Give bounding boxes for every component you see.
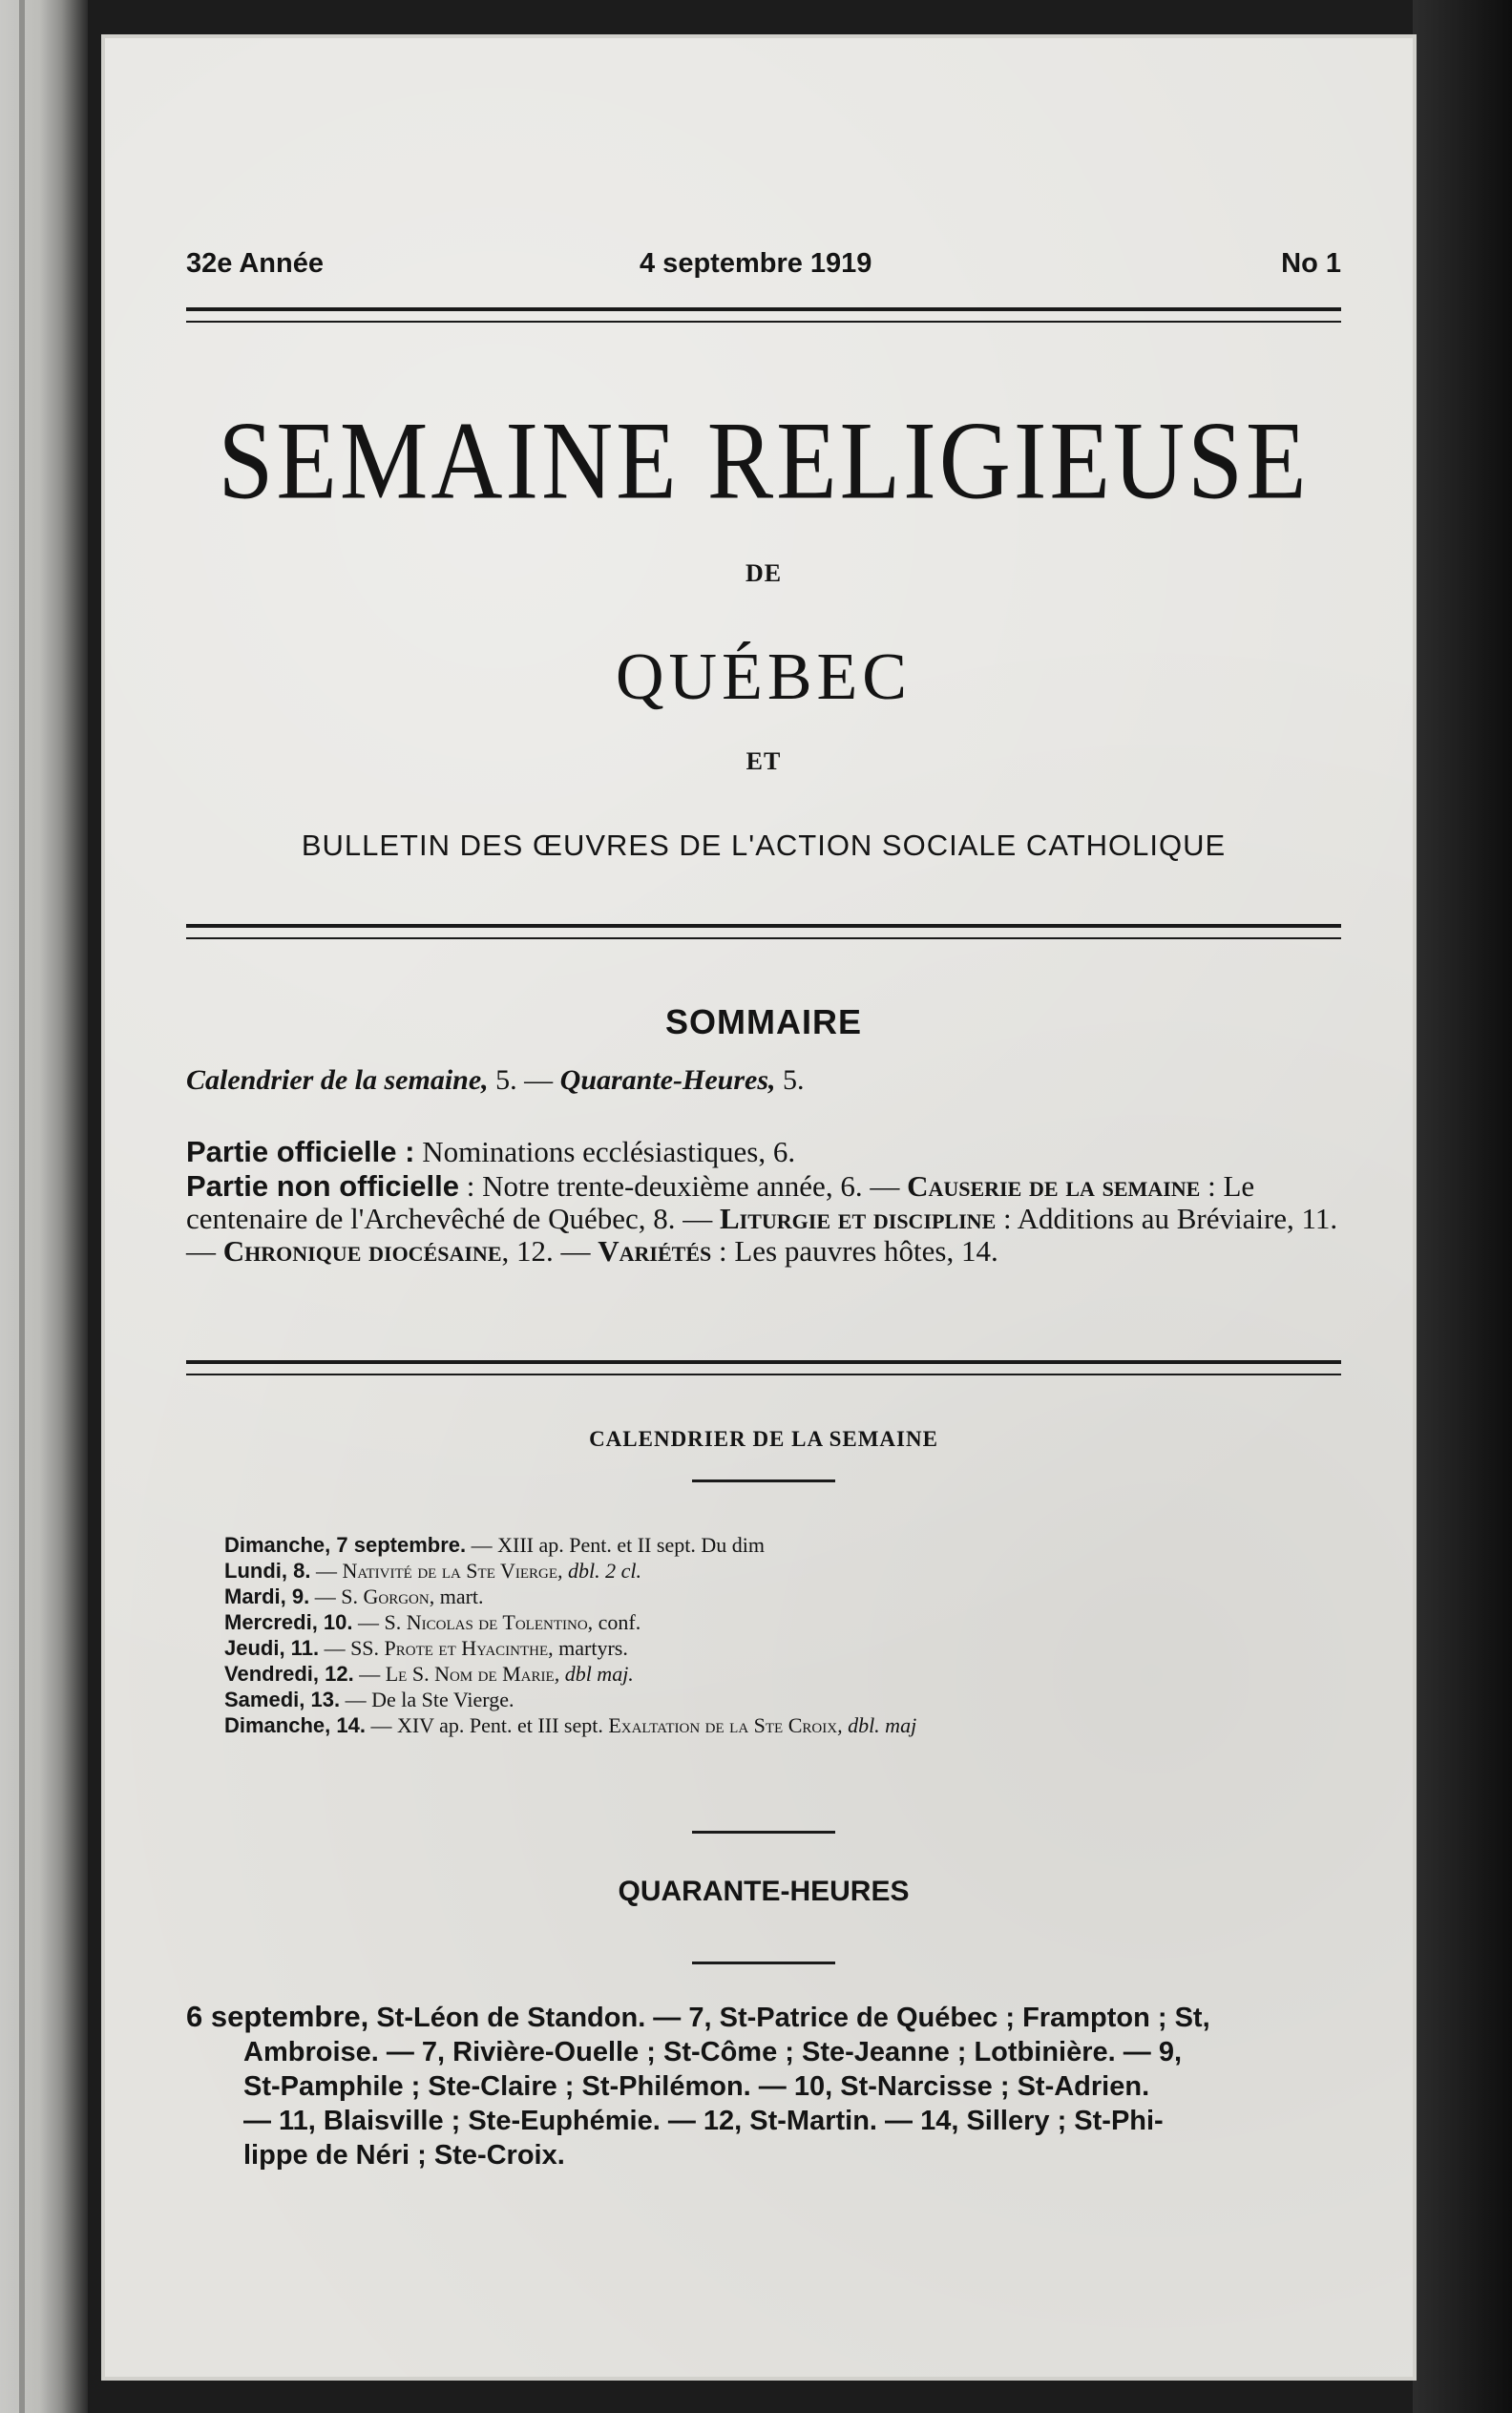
- calendar-list: [224, 1532, 1351, 1738]
- calendar-short-rule: [692, 1479, 835, 1482]
- officielle-text: Nominations ecclésiastiques, 6.: [414, 1135, 796, 1168]
- qh-line: [186, 2000, 1341, 2035]
- varietes-title: Variétés: [598, 1234, 712, 1268]
- calendar-text: —: [309, 1584, 342, 1608]
- calendar-day: Dimanche, 7 septembre.: [224, 1533, 467, 1557]
- liturgie-title: Liturgie et discipline: [719, 1202, 997, 1235]
- calendar-text: —: [352, 1610, 385, 1634]
- calendar-entry: [224, 1532, 1351, 1558]
- qh-bottom-rule: [692, 1962, 835, 1964]
- non-officielle-text: : Notre trente-deuxième année, 6. —: [458, 1169, 908, 1203]
- calendar-entry: [224, 1687, 1351, 1712]
- chronique-text: , 12.: [501, 1234, 554, 1268]
- calendar-feast: SS. Prote et Hyacinthe: [350, 1636, 549, 1660]
- quarante-heures-list: [186, 2000, 1341, 2172]
- calendar-text: — De la Ste Vierge.: [340, 1688, 514, 1711]
- calendar-rank: , dbl. 2 cl.: [557, 1559, 642, 1583]
- causerie-title: Causerie de la semaine: [907, 1169, 1201, 1203]
- scanner-background: [1413, 0, 1512, 2413]
- calendar-rank: , mart.: [429, 1584, 484, 1608]
- calendar-day: Dimanche, 14.: [224, 1713, 366, 1737]
- qh-date: 6 septembre,: [186, 2000, 369, 2033]
- calendar-rank: , martyrs.: [548, 1636, 628, 1660]
- issue-date: 4 septembre 1919: [640, 248, 872, 279]
- publication-city: QUÉBEC: [616, 640, 912, 714]
- calendar-entry: [224, 1609, 1351, 1635]
- sommaire-non-officielle: [186, 1170, 1341, 1268]
- calendar-text: —: [353, 1662, 386, 1686]
- qh-text-1: St-Léon de Standon. — 7, St-Patrice de Québec ; Frampton ; St,: [368, 2003, 1210, 2033]
- calendar-feast: Nativité de la Ste Vierge: [342, 1559, 558, 1583]
- calendar-rank: , dbl. maj: [837, 1713, 917, 1737]
- qh-text-5: lippe de Néri ; Ste-Croix.: [243, 2140, 565, 2171]
- varietes-dash: —: [560, 1234, 598, 1268]
- title-de: DE: [745, 559, 783, 587]
- header-rule: [186, 307, 1341, 323]
- sommaire-rule: [186, 1360, 1341, 1375]
- page-content: [186, 38, 1341, 2377]
- sommaire-calendar-line: [186, 1064, 1341, 1097]
- calendar-heading: CALENDRIER DE LA SEMAINE: [589, 1427, 938, 1451]
- sommaire-qh: Quarante-Heures,: [559, 1064, 776, 1096]
- calendar-entry: [224, 1635, 1351, 1661]
- page-binding-edge: [0, 0, 88, 2413]
- sommaire-qh-page: 5.: [775, 1064, 805, 1096]
- calendar-text: — XIV ap. Pent. et III sept.: [365, 1713, 609, 1737]
- issue-number: No 1: [1281, 248, 1341, 279]
- quarante-heures-heading: QUARANTE-HEURES: [618, 1876, 910, 1907]
- calendar-text: —: [319, 1636, 351, 1660]
- calendar-feast: Exaltation de la Ste Croix: [608, 1713, 838, 1737]
- sommaire-cal-page: 5. —: [488, 1064, 560, 1096]
- calendar-entry: [224, 1558, 1351, 1584]
- issue-header: [186, 248, 1341, 286]
- masthead-rule: [186, 924, 1341, 939]
- calendar-day: Jeudi, 11.: [224, 1636, 320, 1660]
- bulletin-subtitle: BULLETIN DES ŒUVRES DE L'ACTION SOCIALE CATHOLIQUE: [301, 829, 1227, 862]
- sommaire-officielle: [186, 1136, 1341, 1168]
- liturgie-text: : Additions au Bréviaire, 11. —: [186, 1202, 1338, 1268]
- qh-text-2: Ambroise. — 7, Rivière-Ouelle ; St-Côme ; Ste-Jeanne ; Lotbinière. — 9,: [243, 2037, 1182, 2067]
- calendar-day: Samedi, 13.: [224, 1688, 341, 1711]
- calendar-day: Mardi, 9.: [224, 1584, 310, 1608]
- calendar-feast: S. Nicolas de Tolentino: [384, 1610, 588, 1634]
- publication-title: SEMAINE RELIGIEUSE: [218, 399, 1310, 523]
- qh-text-4: — 11, Blaisville ; Ste-Euphémie. — 12, St-Martin. — 14, Sillery ; St-Phi-: [243, 2106, 1164, 2136]
- binding-line: [19, 0, 25, 2413]
- year-label: 32e Année: [186, 248, 324, 279]
- sommaire-cal: Calendrier de la semaine,: [186, 1064, 489, 1096]
- calendar-entry: [224, 1584, 1351, 1609]
- calendar-entry: [224, 1712, 1351, 1738]
- calendar-text: —: [310, 1559, 343, 1583]
- title-et: ET: [746, 747, 782, 775]
- qh-top-rule: [692, 1831, 835, 1834]
- calendar-feast: S. Gorgon: [341, 1584, 430, 1608]
- sommaire-heading: SOMMAIRE: [665, 1002, 862, 1041]
- varietes-text: : Les pauvres hôtes, 14.: [711, 1234, 998, 1268]
- non-officielle-lead: Partie non officielle: [186, 1169, 459, 1203]
- calendar-rank: , conf.: [587, 1610, 641, 1634]
- calendar-day: Vendredi, 12.: [224, 1662, 354, 1686]
- calendar-day: Lundi, 8.: [224, 1559, 311, 1583]
- chronique-title: Chronique diocésaine: [222, 1234, 502, 1268]
- qh-text-3: St-Pamphile ; Ste-Claire ; St-Philémon. — 10, St-Narcisse ; St-Adrien.: [243, 2071, 1150, 2102]
- calendar-day: Mercredi, 10.: [224, 1610, 353, 1634]
- officielle-lead: Partie officielle :: [186, 1135, 415, 1168]
- calendar-entry: [224, 1661, 1351, 1687]
- causerie-text: : Le centenaire de l'Archevêché de Québec, 8. —: [186, 1169, 1255, 1235]
- calendar-text: — XIII ap. Pent. et II sept. Du dim: [466, 1533, 765, 1557]
- calendar-rank: , dbl maj.: [554, 1662, 634, 1686]
- calendar-feast: Le S. Nom de Marie: [385, 1662, 555, 1686]
- document-page: [105, 38, 1413, 2377]
